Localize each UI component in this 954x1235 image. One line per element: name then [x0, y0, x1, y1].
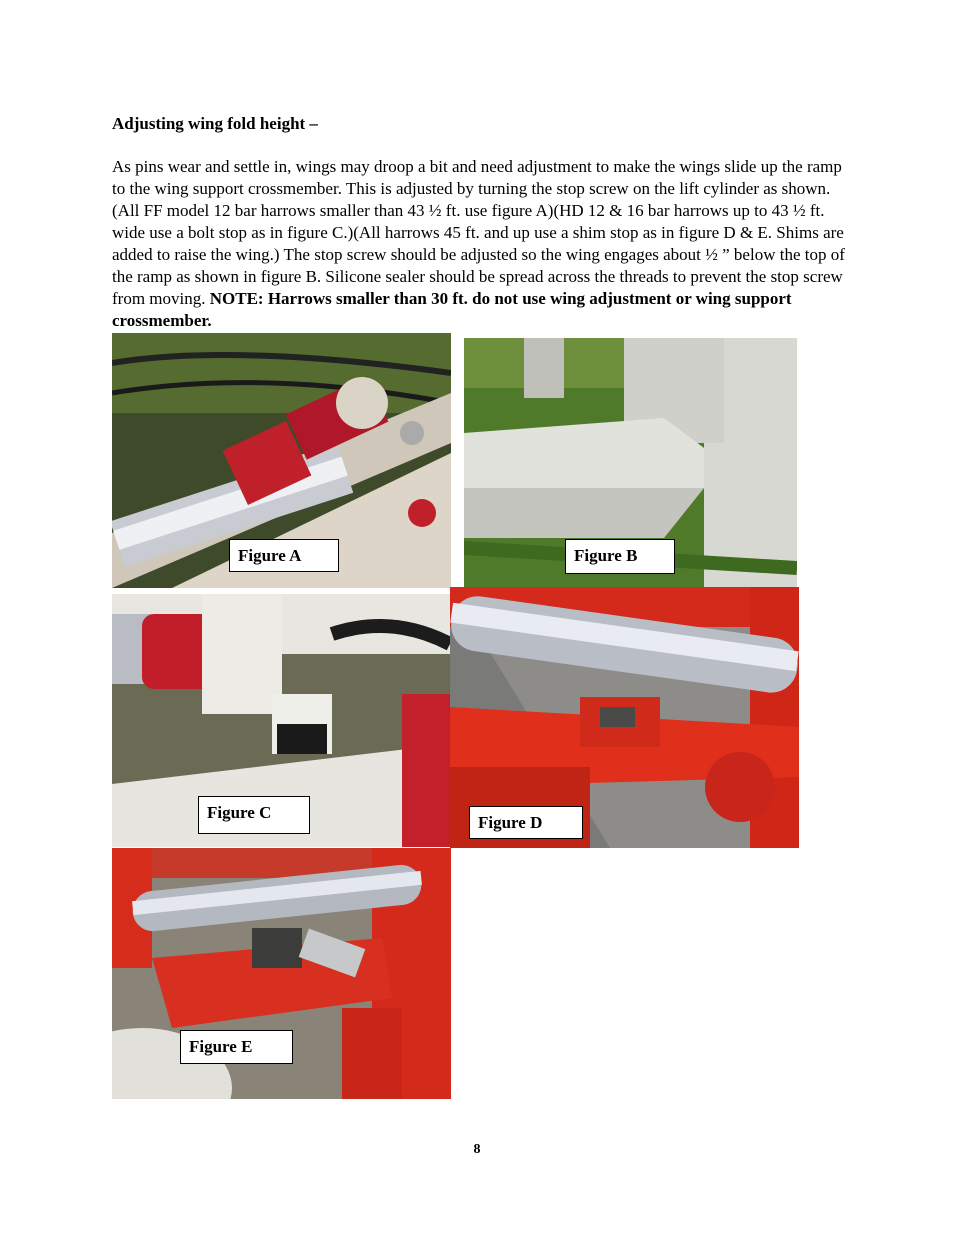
figure-b-label: Figure B — [565, 539, 675, 574]
section-heading: Adjusting wing fold height – — [112, 114, 318, 133]
figure-d-label: Figure D — [469, 806, 583, 839]
note-text: NOTE: Harrows smaller than 30 ft. do not use wing adjustment or wing support crossmember. — [112, 289, 792, 330]
instruction-paragraph — [112, 156, 847, 332]
figure-c-label: Figure C — [198, 796, 310, 834]
figure-e-label: Figure E — [180, 1030, 293, 1064]
figure-a-label: Figure A — [229, 539, 339, 572]
page-number: 8 — [473, 1142, 481, 1157]
paragraph-text: As pins wear and settle in, wings may droop a bit and need adjustment to make the wings slide up the ramp to the wing support crossmember. This is adjusted by turning the stop screw on the lift cylinder as shown. (All FF model 12 bar harrows smaller than 43 ½ ft. use figure A)(HD 12 & 16 bar harrows up to 43 ½ ft. wide use a bolt stop as in figure C.)(All harrows 45 ft. and up use a shim stop as in figure D & E. Shims are added to raise the wing.) The stop screw should be adjusted so the wing engages about ½ ” below the top of the ramp as shown in figure B. Silicone sealer should be spread across the threads to prevent the stop screw from moving. — [112, 157, 845, 308]
